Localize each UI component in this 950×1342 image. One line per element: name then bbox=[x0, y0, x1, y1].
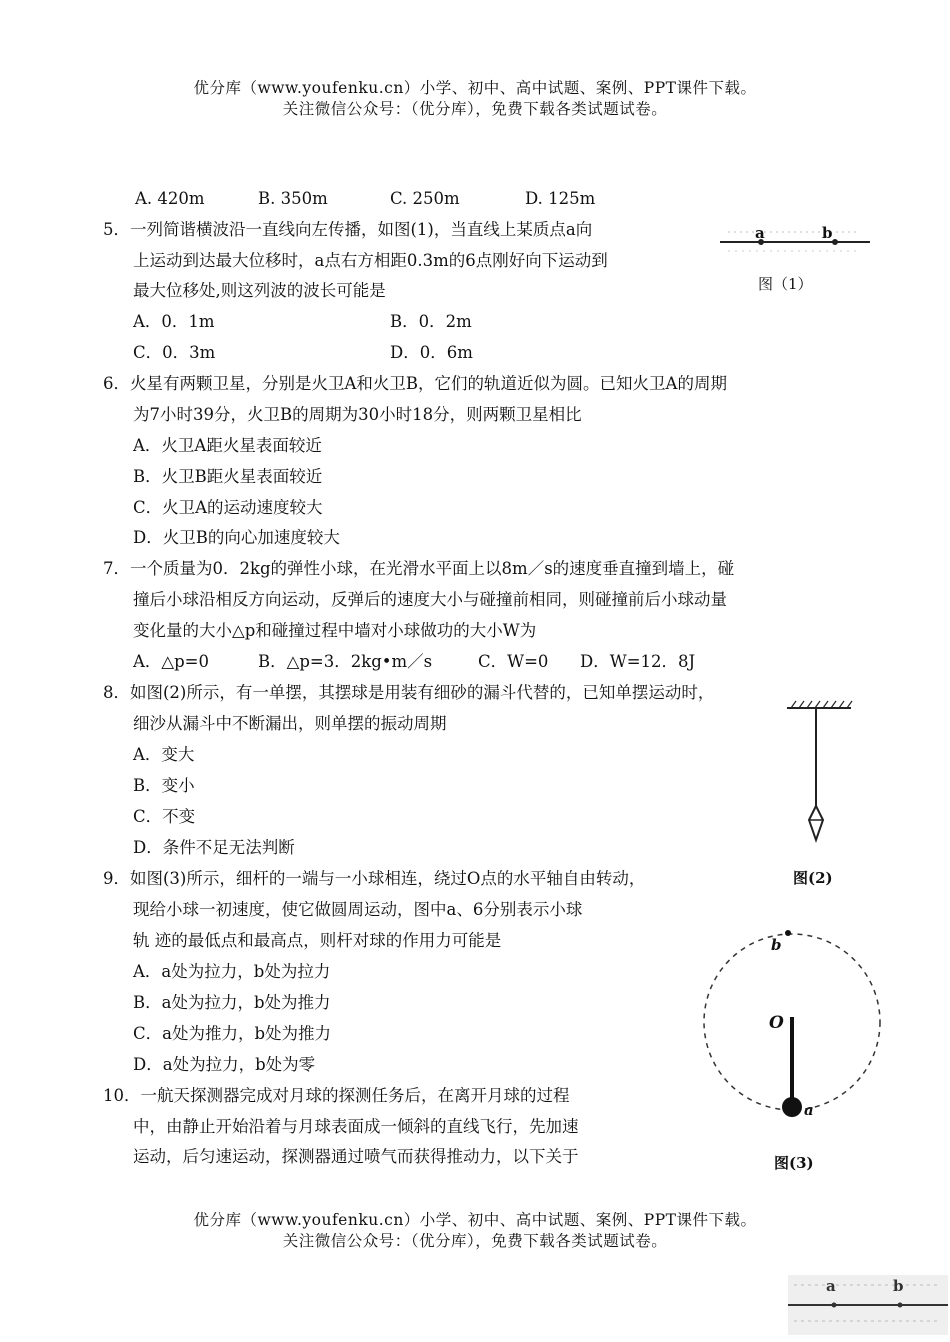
q7-stem-line-3: 变化量的大小△p和碰撞过程中墙对小球做功的大小W为 bbox=[133, 621, 537, 640]
figure-3-point-o: O bbox=[769, 1013, 784, 1033]
q4-option-c: C. 250m bbox=[390, 189, 460, 208]
q8-option-b: B．变小 bbox=[133, 776, 195, 795]
figure-3-point-b: b bbox=[771, 936, 782, 954]
figure-1-point-a: a bbox=[755, 224, 765, 242]
q5-option-a: A．0．1m bbox=[133, 312, 215, 331]
figure-3-label: 图(3) bbox=[774, 1154, 814, 1172]
q8-option-c: C．不变 bbox=[133, 807, 196, 826]
figure-3-point-a: a bbox=[804, 1101, 814, 1119]
q9-option-a: A．a处为拉力，b处为拉力 bbox=[133, 962, 331, 981]
q9-option-b: B．a处为拉力，b处为推力 bbox=[133, 993, 331, 1012]
figure-2-pendulum bbox=[785, 700, 855, 860]
q8-stem-line-2: 细沙从漏斗中不断漏出，则单摆的振动周期 bbox=[133, 714, 447, 733]
q6-stem-line-1: 6．火星有两颗卫星，分别是火卫A和火卫B，它们的轨道近似为圆。已知火卫A的周期 bbox=[103, 374, 727, 393]
q9-stem-line-3: 轨 迹的最低点和最高点，则杆对球的作用力可能是 bbox=[133, 931, 502, 950]
q7-option-d: D．W=12．8J bbox=[580, 652, 696, 671]
q7-option-a: A．△p=0 bbox=[133, 652, 209, 671]
q10-stem-line-2: 中，由静止开始沿着与月球表面成一倾斜的直线飞行，先加速 bbox=[133, 1117, 579, 1136]
corner-figure-point-b: b bbox=[893, 1277, 904, 1295]
q4-option-d: D. 125m bbox=[525, 189, 596, 208]
q5-option-c: C．0．3m bbox=[133, 343, 216, 362]
figure-2-label: 图(2) bbox=[793, 869, 833, 887]
figure-3-circle bbox=[700, 922, 885, 1112]
figure-1-point-b: b bbox=[822, 224, 833, 242]
header-line-2: 关注微信公众号：（优分库），免费下载各类试题试卷。 bbox=[282, 100, 668, 118]
q6-option-a: A．火卫A距火星表面较近 bbox=[133, 436, 322, 455]
q7-stem-line-1: 7．一个质量为0．2kg的弹性小球，在光滑水平面上以8m／s的速度垂直撞到墙上，碰 bbox=[103, 559, 735, 578]
q7-option-b: B．△p=3．2kg•m／s bbox=[258, 652, 433, 671]
q6-option-c: C．火卫A的运动速度较大 bbox=[133, 498, 323, 517]
q9-option-d: D．a处为拉力，b处为零 bbox=[133, 1055, 316, 1074]
q8-option-d: D．条件不足无法判断 bbox=[133, 838, 295, 857]
q6-stem-line-2: 为7小时39分，火卫B的周期为30小时18分，则两颗卫星相比 bbox=[133, 405, 582, 424]
q5-stem-line-3: 最大位移处,则这列波的波长可能是 bbox=[133, 281, 386, 300]
footer-line-1: 优分库（www.youfenku.cn）小学、初中、高中试题、案例、PPT课件下载。 bbox=[193, 1211, 757, 1229]
header-line-1: 优分库（www.youfenku.cn）小学、初中、高中试题、案例、PPT课件下载。 bbox=[193, 79, 757, 97]
q7-stem-line-2: 撞后小球沿相反方向运动，反弹后的速度大小与碰撞前相同，则碰撞前后小球动量 bbox=[133, 590, 727, 609]
q8-option-a: A．变大 bbox=[133, 745, 195, 764]
q5-stem-line-2: 上运动到达最大位移时，a点右方相距0.3m的6点刚好向下运动到 bbox=[133, 251, 608, 270]
q4-option-a: A. 420m bbox=[135, 189, 205, 208]
q6-option-d: D．火卫B的向心加速度较大 bbox=[133, 528, 340, 547]
corner-figure-line bbox=[788, 1275, 948, 1335]
q5-option-d: D．0．6m bbox=[390, 343, 473, 362]
q5-stem-line-1: 5．一列简谐横波沿一直线向左传播，如图(1)，当直线上某质点a向 bbox=[103, 220, 593, 239]
q9-stem-line-1: 9．如图(3)所示，细杆的一端与一小球相连，绕过O点的水平轴自由转动， bbox=[103, 869, 646, 888]
q7-option-c: C．W=0 bbox=[478, 652, 549, 671]
q5-option-b: B．0．2m bbox=[390, 312, 472, 331]
footer-line-2: 关注微信公众号：（优分库），免费下载各类试题试卷。 bbox=[282, 1232, 668, 1250]
corner-figure-point-a: a bbox=[826, 1277, 836, 1295]
q8-stem-line-1: 8．如图(2)所示，有一单摆，其摆球是用装有细砂的漏斗代替的，已知单摆运动时， bbox=[103, 683, 715, 702]
figure-1-label: 图（1） bbox=[758, 275, 813, 293]
figure-1-wave-line bbox=[718, 226, 873, 256]
q4-option-b: B. 350m bbox=[258, 189, 328, 208]
q6-option-b: B．火卫B距火星表面较近 bbox=[133, 467, 323, 486]
q10-stem-line-1: 10．一航天探测器完成对月球的探测任务后，在离开月球的过程 bbox=[103, 1086, 570, 1105]
q9-stem-line-2: 现给小球一初速度，使它做圆周运动，图中a、6分别表示小球 bbox=[133, 900, 583, 919]
q9-option-c: C．a处为推力，b处为推力 bbox=[133, 1024, 332, 1043]
q10-stem-line-3: 运动，后匀速运动，探测器通过喷气而获得推动力，以下关于 bbox=[133, 1147, 579, 1166]
